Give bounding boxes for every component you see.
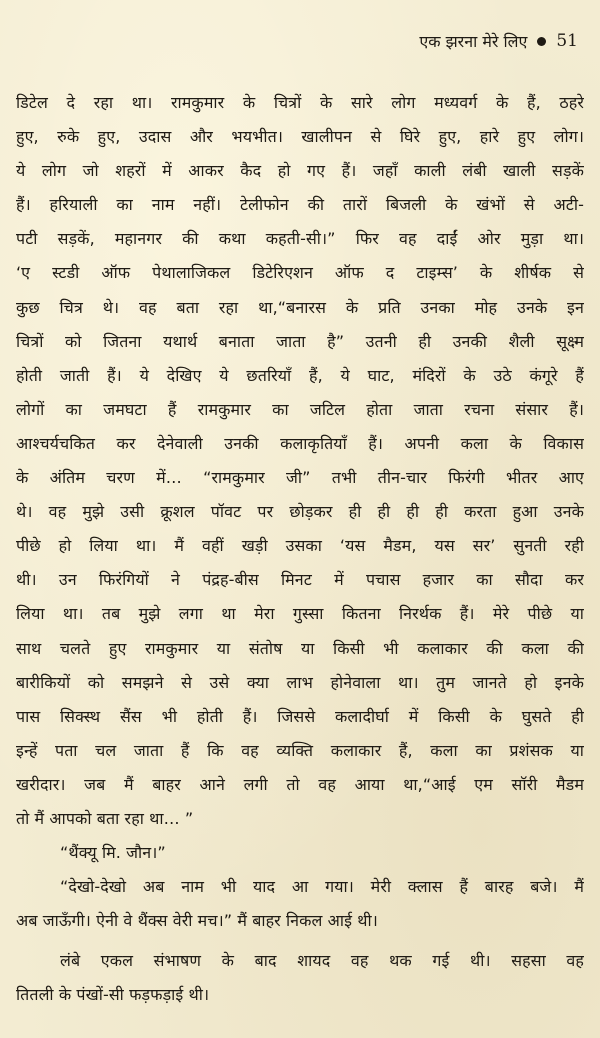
text-line: थे। वह मुझे उसी क्रूशल पॉवट पर छोड़कर ही ही ही ही करता हुआ उनके [16, 502, 584, 522]
text-line: इन्हें पता चल जाता हैं कि वह व्यक्ति कलाकार हैं, कला का प्रशंसक या [16, 740, 584, 760]
text-line: पास सिक्स्थ सैंस भी होती हैं। जिससे कलादीर्घा में किसी के घुसते ही [16, 706, 584, 726]
text-line: कुछ चित्र थे। वह बता रहा था,“बनारस के प्रति उनका मोह उनके इन [16, 297, 584, 317]
text-line: चित्रों को जितना यथार्थ बनाता जाता है” उतनी ही उनकी शैली सूक्ष्म [16, 331, 584, 351]
text-line: लोगों का जमघटा हैं रामकुमार का जटिल होता जाता रचना संसार हैं। [16, 399, 584, 419]
page-number: 51 [556, 31, 578, 51]
running-title: एक झरना मेरे लिए [419, 32, 528, 51]
text-line: लंबे एकल संभाषण के बाद शायद वह थक गई थी। सहसा वह [60, 951, 584, 971]
running-header [419, 30, 578, 52]
text-line: तितली के पंखों-सी फड़फड़ाई थी। [16, 985, 210, 1005]
text-line: डिटेल दे रहा था। रामकुमार के चित्रों के सारे लोग मध्यवर्ग के हैं, ठहरे [16, 93, 584, 112]
text-line: ‘ए स्टडी ऑफ पेथालाजिकल डिटेरिएशन ऑफ द टाइम्स’ के शीर्षक से [16, 263, 584, 283]
text-line: तो मैं आपको बता रहा था… ” [16, 808, 194, 828]
text-line: “थैंक्यू मि. जौन।” [60, 843, 166, 863]
text-line: साथ चलते हुए रामकुमार या संतोष या किसी भी कलाकार की कला की [16, 638, 584, 658]
text-line: “देखो-देखो अब नाम भी याद आ गया। मेरी क्लास हैं बारह बजे। मैं [60, 877, 584, 897]
text-line: अब जाऊँगी। ऐनी वे थैंक्स वेरी मच।” मैं बाहर निकल आई थी। [16, 911, 378, 931]
text-line: थी। उन फिरंगियों ने पंद्रह-बीस मिनट में पचास हजार का सौदा कर [16, 570, 584, 590]
text-line: बारीकियों को समझने से उसे क्या लाभ होनेवाला था। तुम जानते हो इनके [16, 672, 584, 692]
text-line: हैं। हरियाली का नाम नहीं। टेलीफोन की तारों बिजली के खंभों से अटी- [16, 195, 584, 215]
text-line: पटी सड़कें, महानगर की कथा कहती-सी।” फिर वह दाईं ओर मुड़ा था। [16, 229, 584, 249]
text-line: खरीदार। जब मैं बाहर आने लगी तो वह आया था,“आई एम सॉरी मैडम [16, 774, 584, 794]
text-line: लिया था। तब मुझे लगा था मेरा गुस्सा कितना निरर्थक हैं। मेरे पीछे या [16, 604, 584, 624]
bullet-icon [537, 37, 546, 46]
text-line: के अंतिम चरण में… “रामकुमार जी” तभी तीन-चार फिरंगी भीतर आए [16, 468, 584, 488]
text-line: होती जाती हैं। ये देखिए ये छतरियाँ हैं, ये घाट, मंदिरों के उठे कंगूरे हैं [16, 365, 584, 385]
text-line: आश्चर्यचकित कर देनेवाली उनकी कलाकृतियाँ हैं। अपनी कला के विकास [16, 433, 584, 453]
body-text [16, 86, 584, 1013]
text-line: पीछे हो लिया था। मैं वहीं खड़ी उसका ‘यस मैडम, यस सर’ सुनती रही [16, 536, 584, 556]
text-line: ये लोग जो शहरों में आकर कैद हो गए हैं। जहाँ काली लंबी खाली सड़कें [16, 161, 584, 181]
text-line: हुए, रुके हुए, उदास और भयभीत। खालीपन से घिरे हुए, हारे हुए लोग। [16, 127, 584, 147]
